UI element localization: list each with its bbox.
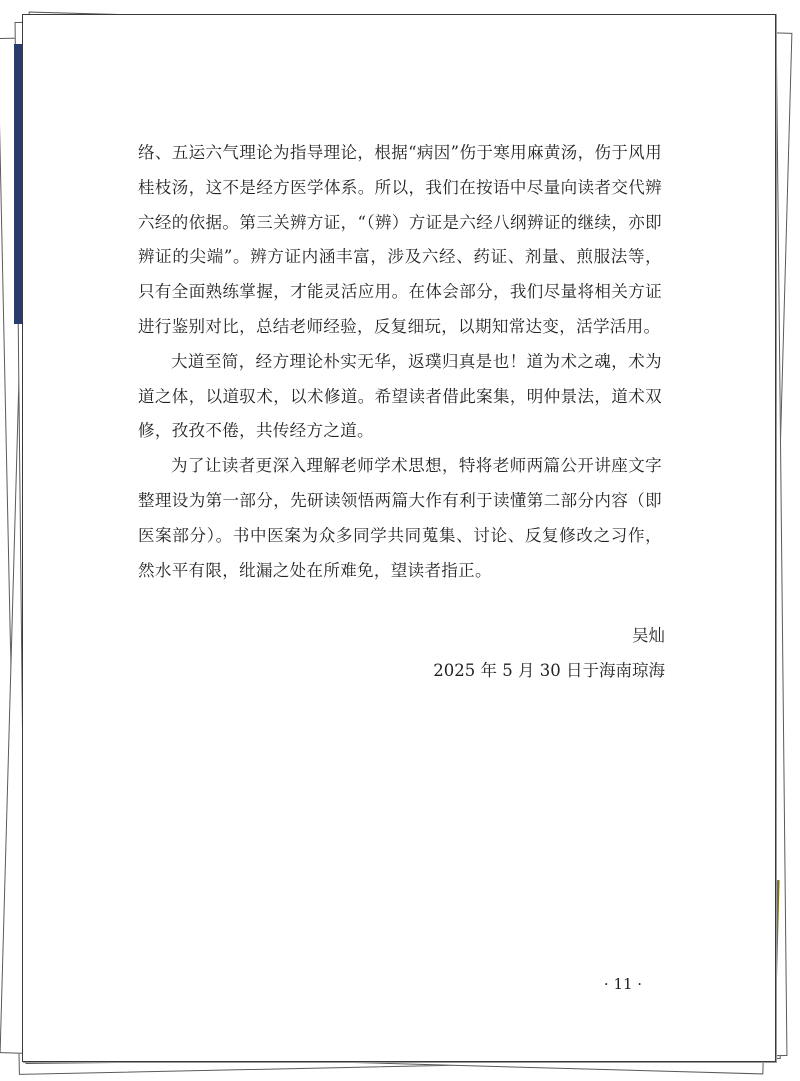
page-number: · 11 · — [603, 975, 643, 993]
body-text — [138, 136, 662, 588]
document-page — [22, 14, 776, 1062]
paragraph: 大道至简，经方理论朴实无华，返璞归真是也！道为术之魂，术为道之体，以道驭术，以术修道。希望读者借此案集，明仲景法，道术双修，孜孜不倦，共传经方之道。 — [138, 351, 662, 441]
paragraph-continuation: 络、五运六气理论为指导理论，根据“病因”伤于寒用麻黄汤，伤于风用桂枝汤，这不是经方医学体系。所以，我们在按语中尽量向读者交代辨六经的依据。第三关辨方证，“（辨）方证是六经八纲辨证的继续，亦即辨证的尖端”。辨方证内涵丰富，涉及六经、药证、剂量、煎服法等，只有全面熟练掌握，才能灵活应用。在体会部分，我们尽量将相关方证进行鉴别对比，总结老师经验，反复细玩，以期知常达变，活学活用。 — [138, 143, 662, 336]
paragraph: 为了让读者更深入理解老师学术思想，特将老师两篇公开讲座文字整理设为第一部分，先研读领悟两篇大作有利于读懂第二部分内容（即医案部分）。书中医案为众多同学共同蒐集、讨论、反复修改之习作，然水平有限，纰漏之处在所难免，望读者指正。 — [138, 456, 662, 580]
signature-date-place: 2025 年 5 月 30 日于海南琼海 — [433, 660, 665, 680]
book-spine-edge — [14, 44, 22, 324]
author-name: 吴灿 — [632, 626, 665, 645]
signature-block — [433, 619, 665, 689]
